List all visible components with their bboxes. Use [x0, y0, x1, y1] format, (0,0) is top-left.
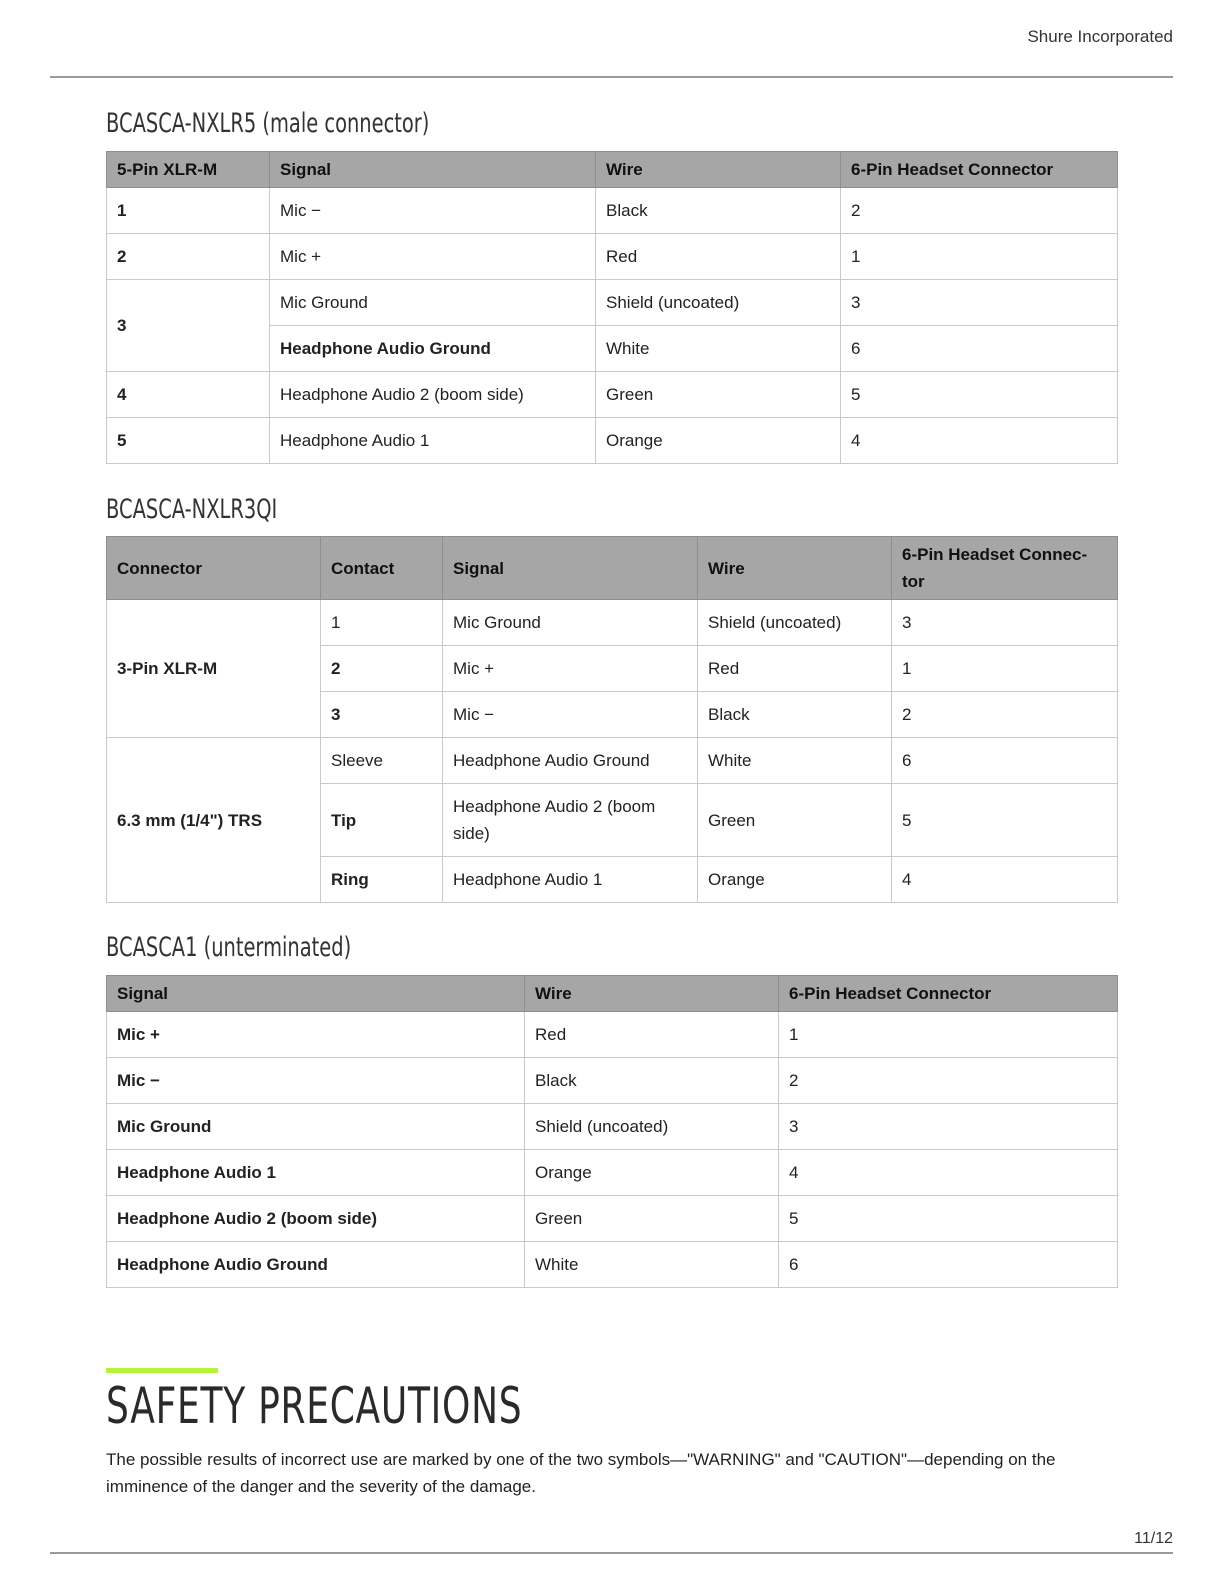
wire-cell: White: [525, 1242, 779, 1288]
section-heading: SAFETY PRECAUTIONS: [106, 1377, 523, 1435]
signal-cell: Headphone Audio 1: [107, 1150, 525, 1196]
headset-cell: 1: [841, 234, 1118, 280]
pin-cell: 4: [107, 372, 270, 418]
table-row: [107, 372, 1118, 418]
wire-cell: Green: [596, 372, 841, 418]
table3-header-row: [107, 976, 1118, 1012]
connector-cell: 6.3 mm (1/4") TRS: [107, 738, 321, 903]
contact-cell: Tip: [321, 784, 443, 857]
headset-cell: 6: [892, 738, 1118, 784]
wire-cell: Red: [596, 234, 841, 280]
wire-cell: Orange: [596, 418, 841, 464]
column-header: Wire: [698, 537, 892, 600]
table1-title: BCASCA-NXLR5 (male connector): [106, 108, 430, 139]
wire-cell: Shield (uncoated): [525, 1104, 779, 1150]
wire-cell: Shield (uncoated): [596, 280, 841, 326]
wire-cell: Black: [596, 188, 841, 234]
headset-cell: 5: [892, 784, 1118, 857]
table-row: [107, 600, 1118, 646]
column-header: Connector: [107, 537, 321, 600]
column-header: Wire: [596, 152, 841, 188]
headset-cell: 2: [779, 1058, 1118, 1104]
signal-cell: Headphone Audio Ground: [107, 1242, 525, 1288]
table-row: [107, 1196, 1118, 1242]
safety-paragraph: The possible results of incorrect use are marked by one of the two symbols—"WARNING" and "CAUTION"—depending on the imminence of the danger and the severity of the damage.: [106, 1450, 1056, 1496]
signal-cell: Headphone Audio Ground: [443, 738, 698, 784]
wire-cell: Orange: [698, 857, 892, 903]
headset-cell: 4: [779, 1150, 1118, 1196]
wire-cell: Orange: [525, 1150, 779, 1196]
signal-cell: Mic Ground: [107, 1104, 525, 1150]
headset-cell: 1: [892, 646, 1118, 692]
headset-cell: 4: [892, 857, 1118, 903]
table3-title: BCASCA1 (unterminated): [106, 932, 352, 963]
table2-title: BCASCA-NXLR3QI: [106, 494, 278, 525]
headset-cell: 2: [892, 692, 1118, 738]
column-header: 6-Pin Headset Connector: [841, 152, 1118, 188]
column-header: Contact: [321, 537, 443, 600]
pin-cell: 5: [107, 418, 270, 464]
contact-cell: 2: [321, 646, 443, 692]
column-header: Signal: [443, 537, 698, 600]
signal-cell: Mic +: [270, 234, 596, 280]
headset-cell: 1: [779, 1012, 1118, 1058]
contact-cell: Sleeve: [321, 738, 443, 784]
column-header: Signal: [107, 976, 525, 1012]
table-row: [107, 1150, 1118, 1196]
table1-header-row: [107, 152, 1118, 188]
table-row: [107, 418, 1118, 464]
column-header: 5-Pin XLR-M: [107, 152, 270, 188]
column-header: 6-Pin Headset Connec-tor: [892, 537, 1118, 600]
signal-cell: Headphone Audio 1: [443, 857, 698, 903]
signal-cell: Mic −: [107, 1058, 525, 1104]
column-header: Signal: [270, 152, 596, 188]
headset-cell: 6: [779, 1242, 1118, 1288]
headset-cell: 2: [841, 188, 1118, 234]
table2-header-row: [107, 537, 1118, 600]
table-row: [107, 188, 1118, 234]
wire-cell: White: [698, 738, 892, 784]
table-row: [107, 1104, 1118, 1150]
table2: [106, 536, 1118, 903]
table-row: [107, 234, 1118, 280]
wire-cell: Green: [525, 1196, 779, 1242]
table-row: [107, 1012, 1118, 1058]
signal-cell: Mic −: [270, 188, 596, 234]
signal-cell: Headphone Audio 1: [270, 418, 596, 464]
table-row: [107, 738, 1118, 784]
connector-cell: 3-Pin XLR-M: [107, 600, 321, 738]
header-rule: [50, 76, 1173, 78]
wire-cell: Shield (uncoated): [698, 600, 892, 646]
signal-cell: Mic Ground: [270, 280, 596, 326]
table-row: [107, 280, 1118, 326]
signal-cell: Mic +: [107, 1012, 525, 1058]
headset-cell: 5: [779, 1196, 1118, 1242]
headset-cell: 3: [841, 280, 1118, 326]
signal-cell: Headphone Audio 2 (boom side): [270, 372, 596, 418]
table-row: [107, 1242, 1118, 1288]
contact-cell: Ring: [321, 857, 443, 903]
column-header: Wire: [525, 976, 779, 1012]
signal-cell: Mic +: [443, 646, 698, 692]
table1: [106, 151, 1118, 464]
wire-cell: Red: [698, 646, 892, 692]
headset-cell: 5: [841, 372, 1118, 418]
header-company: Shure Incorporated: [1027, 27, 1173, 46]
signal-cell: Headphone Audio Ground: [270, 326, 596, 372]
signal-cell: Headphone Audio 2 (boom side): [107, 1196, 525, 1242]
table-row: [107, 1058, 1118, 1104]
pin-cell: 3: [107, 280, 270, 372]
contact-cell: 3: [321, 692, 443, 738]
section-accent-bar: [106, 1368, 218, 1373]
footer-rule: [50, 1552, 1173, 1554]
headset-cell: 3: [779, 1104, 1118, 1150]
signal-cell: Mic Ground: [443, 600, 698, 646]
headset-cell: 3: [892, 600, 1118, 646]
wire-cell: Red: [525, 1012, 779, 1058]
wire-cell: Black: [525, 1058, 779, 1104]
table3: [106, 975, 1118, 1288]
wire-cell: Black: [698, 692, 892, 738]
page-number: 11/12: [1134, 1530, 1173, 1547]
column-header: 6-Pin Headset Connector: [779, 976, 1118, 1012]
signal-cell: Mic −: [443, 692, 698, 738]
signal-cell: Headphone Audio 2 (boom side): [443, 784, 698, 857]
pin-cell: 2: [107, 234, 270, 280]
wire-cell: White: [596, 326, 841, 372]
headset-cell: 6: [841, 326, 1118, 372]
contact-cell: 1: [321, 600, 443, 646]
pin-cell: 1: [107, 188, 270, 234]
wire-cell: Green: [698, 784, 892, 857]
headset-cell: 4: [841, 418, 1118, 464]
